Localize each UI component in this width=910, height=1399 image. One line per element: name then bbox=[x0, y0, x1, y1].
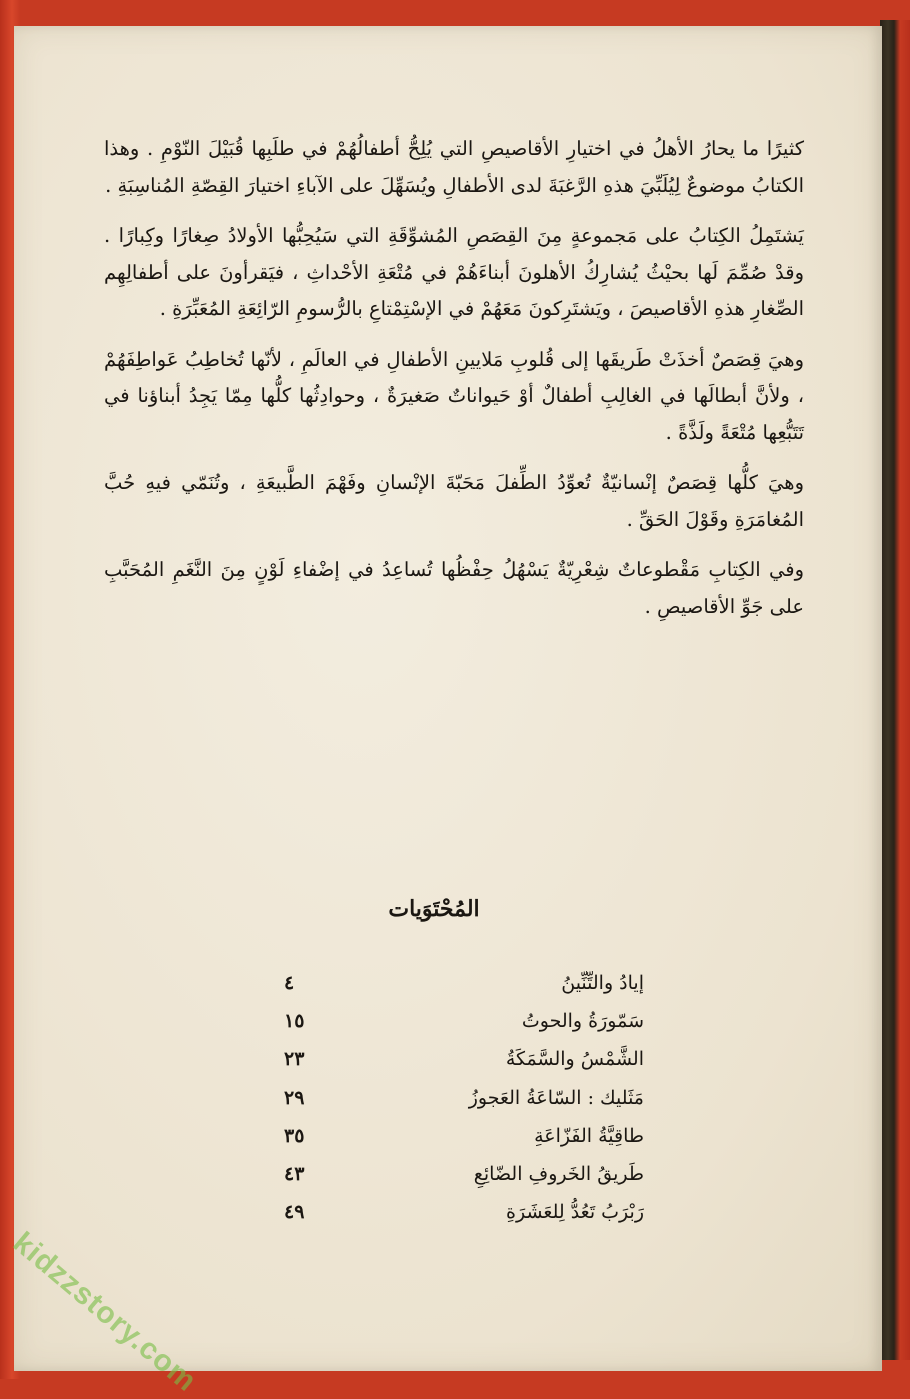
intro-paragraph: كثيرًا ما يحارُ الأهلُ في اختيارِ الأقاصيصِ التي يُلِحُّ أطفالُهُمْ في طلَبِها قُبَيْلَ النّوْمِ . وهذا الكتابُ موضوعٌ لِيُلَبِّيَ هذهِ الرَّغبَةَ لدى الأطفالِ ويُسَهِّلَ على الآباءِ اختيارَ القِصّةِ المُناسِبَةِ . bbox=[104, 137, 804, 197]
contents-item bbox=[284, 1087, 644, 1125]
contents-item bbox=[284, 1125, 644, 1163]
page-number: ٤٩ bbox=[284, 1201, 305, 1224]
contents-item bbox=[284, 1163, 644, 1201]
contents-item bbox=[284, 1048, 644, 1086]
page-number: ١٥ bbox=[284, 1010, 305, 1033]
story-title: إيادُ والتِّنِّينُ bbox=[561, 972, 644, 994]
intro-paragraph: وهيَ كلُّها قِصَصٌ إنْسانيّةٌ تُعوِّدُ الطِّفلَ مَحَبّةَ الإنْسانِ وفَهْمَ الطَّبيعَةِ ، وتُنَمّي فيهِ حُبَّ المُغامَرَةِ وقَوْلَ الحَقِّ . bbox=[104, 471, 804, 531]
contents-list bbox=[284, 972, 644, 1239]
page-number: ٤ bbox=[284, 972, 295, 994]
site-watermark: kidzzstory.com bbox=[6, 1226, 204, 1399]
story-title: الشَّمْسُ والسَّمَكَةُ bbox=[505, 1048, 644, 1071]
intro-paragraph: وهيَ قِصَصٌ أخذَتْ طَريقَها إلى قُلوبِ مَلايينِ الأطفالِ في العالَمِ ، لأنّها تُخاطِبُ عَواطِفَهُمْ ، ولأنَّ أبطالَها في الغالِبِ أطفالٌ أوْ حَيواناتٌ صَغيرَةٌ ، وحوادِثُها كلُّها مِمّا يَجِدُ أبناؤنا في تَتَبُّعِها مُتْعَةً ولَذَّةً . bbox=[104, 347, 804, 444]
story-title: رَبْرَبُ تَعُدُّ لِلعَشَرَةِ bbox=[506, 1201, 644, 1224]
book-spine bbox=[880, 20, 910, 1360]
page-number: ٤٣ bbox=[284, 1162, 305, 1185]
story-title: طاقِيَّةُ الفَزّاعَةِ bbox=[534, 1124, 644, 1147]
page-number: ٢٣ bbox=[284, 1048, 305, 1071]
story-title: مَثَليك : السّاعَةُ العَجوزُ bbox=[468, 1086, 644, 1109]
contents-item bbox=[284, 972, 644, 1010]
contents-heading: المُحْتَوَيات bbox=[388, 896, 480, 922]
contents-item bbox=[284, 1010, 644, 1048]
intro-text bbox=[104, 131, 804, 639]
page-number: ٣٥ bbox=[284, 1124, 305, 1147]
story-title: سَمّورَةُ والحوتُ bbox=[521, 1010, 644, 1033]
contents-item bbox=[284, 1201, 644, 1239]
book-page bbox=[6, 26, 882, 1399]
intro-paragraph: وفي الكِتابِ مَقْطوعاتٌ شِعْرِيّةٌ يَسْهُلُ حِفْظُها تُساعِدُ في إضْفاءِ لَوْنٍ مِنَ النَّغَمِ المُحَبَّبِ على جَوِّ الأقاصيصِ . bbox=[104, 558, 804, 618]
intro-paragraph: يَشتَمِلُ الكِتابُ على مَجموعةٍ مِنَ القِصَصِ المُشوِّقَةِ التي سَيُحِبُّها الأولادُ صِغارًا وكِبارًا . وقدْ صُمِّمَ لَها بحيْثُ يُشارِكُ الأهلونَ أبناءَهُمْ في مُتْعَةِ الأحْداثِ ، فيَقرأونَ على أطفالِهِم الصِّغارِ هذهِ الأقاصيصَ ، ويَشتَرِكونَ مَعَهُمْ في الإسْتِمْتاعِ بالرُّسومِ الرّائِعَةِ المُعَبِّرَةِ . bbox=[104, 224, 804, 320]
story-title: طَريقُ الخَروفِ الضّائِعِ bbox=[473, 1162, 644, 1185]
page-number: ٢٩ bbox=[284, 1086, 305, 1109]
